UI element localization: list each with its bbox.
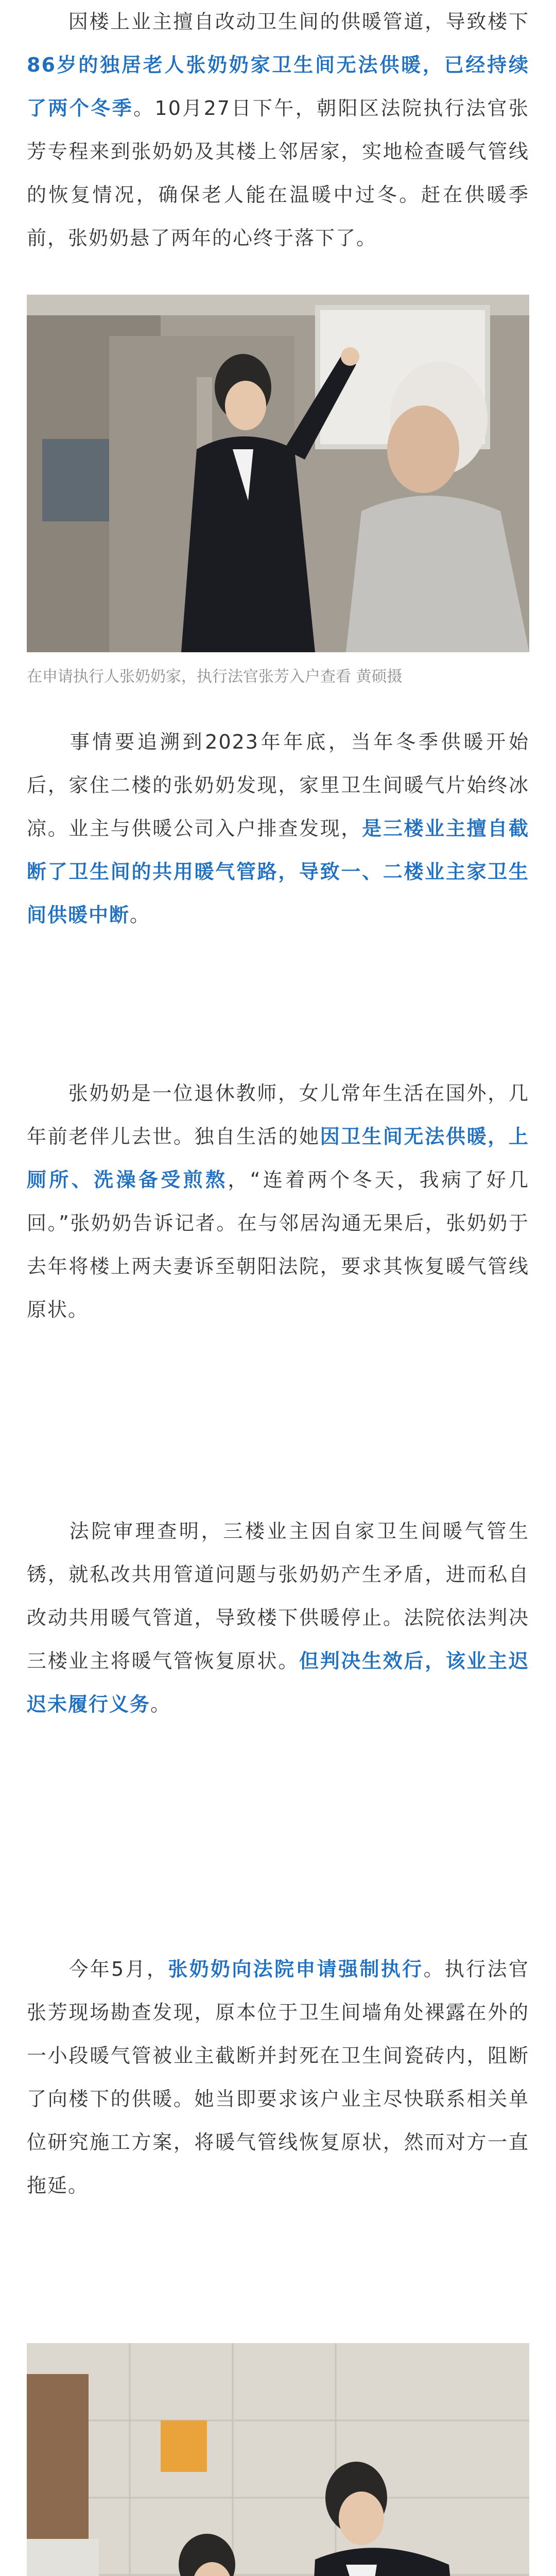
body-text: 事情要追溯到2023年年底，当年冬季供暖开始后，家住二楼的张奶奶发现，家里卫生间暖气片始终冰凉。业主与供暖公司入户排查发现， bbox=[27, 731, 529, 840]
body-text: 法院审理查明，三楼业主因自家卫生间暖气管生锈，就私改共用管道问题与张奶奶产生矛盾，进而私自改动共用暖气管道，导致楼下供暖停止。法院依法判决三楼业主将暖气管恢复原状。 bbox=[27, 1520, 529, 1672]
highlighted-text: 是三楼业主擅自截断了卫生间的共用暖气管路，导致一、二楼业主家卫生间供暖中断 bbox=[27, 817, 529, 926]
body-text: 张奶奶是一位退休教师，女儿常年生活在国外，几年前老伴儿去世。独自生活的她 bbox=[27, 1082, 529, 1148]
paragraph-background bbox=[27, 720, 529, 937]
paragraph-intro bbox=[27, 0, 529, 260]
photo-judge-inspecting-home bbox=[27, 295, 529, 652]
photo-bathroom-pipe-check bbox=[27, 2343, 529, 2576]
body-text: 。执行法官张芳现场勘查发现，原本位于卫生间墙角处裸露在外的一小段暖气管被业主截断并封死在卫生间瓷砖内，阻断了向楼下的供暖。她当即要求该户业主尽快联系相关单位研究施工方案，将暖气管线恢复原状，然而对方一直拖延。 bbox=[27, 1958, 529, 2197]
photo-caption-1: 在申请执行人张奶奶家，执行法官张芳入户查看 黄硕摄 bbox=[27, 668, 403, 686]
highlighted-text: 因卫生间无法供暖，上厕所、洗澡备受煎熬 bbox=[27, 1125, 529, 1191]
body-text: 今年5月， bbox=[68, 1958, 168, 1980]
paragraph-enforcement bbox=[27, 1947, 529, 2207]
paragraph-elderly-woman bbox=[27, 1072, 529, 1331]
body-text: ，“连着两个冬天，我病了好几回。”张奶奶告诉记者。在与邻居沟通无果后，张奶奶于去年将楼上两夫妻诉至朝阳法院，要求其恢复暖气管线原状。 bbox=[27, 1168, 529, 1321]
body-text: 。 bbox=[150, 1693, 171, 1716]
highlighted-text: 张奶奶向法院申请强制执行 bbox=[168, 1958, 424, 1980]
highlighted-text: 但判决生效后，该业主迟迟未履行义务 bbox=[27, 1650, 529, 1716]
body-text: 。 bbox=[130, 904, 151, 926]
paragraph-court-ruling bbox=[27, 1510, 529, 1726]
body-text: 因楼上业主擅自改动卫生间的供暖管道，导致楼下 bbox=[68, 10, 529, 33]
body-text: 。10月27日下午，朝阳区法院执行法官张芳专程来到张奶奶及其楼上邻居家，实地检查暖气管线的恢复情况，确保老人能在温暖中过冬。赶在供暖季前，张奶奶悬了两年的心终于落下了。 bbox=[27, 97, 529, 249]
highlighted-text: 86岁的独居老人张奶奶家卫生间无法供暖，已经持续了两个冬季 bbox=[27, 54, 529, 120]
